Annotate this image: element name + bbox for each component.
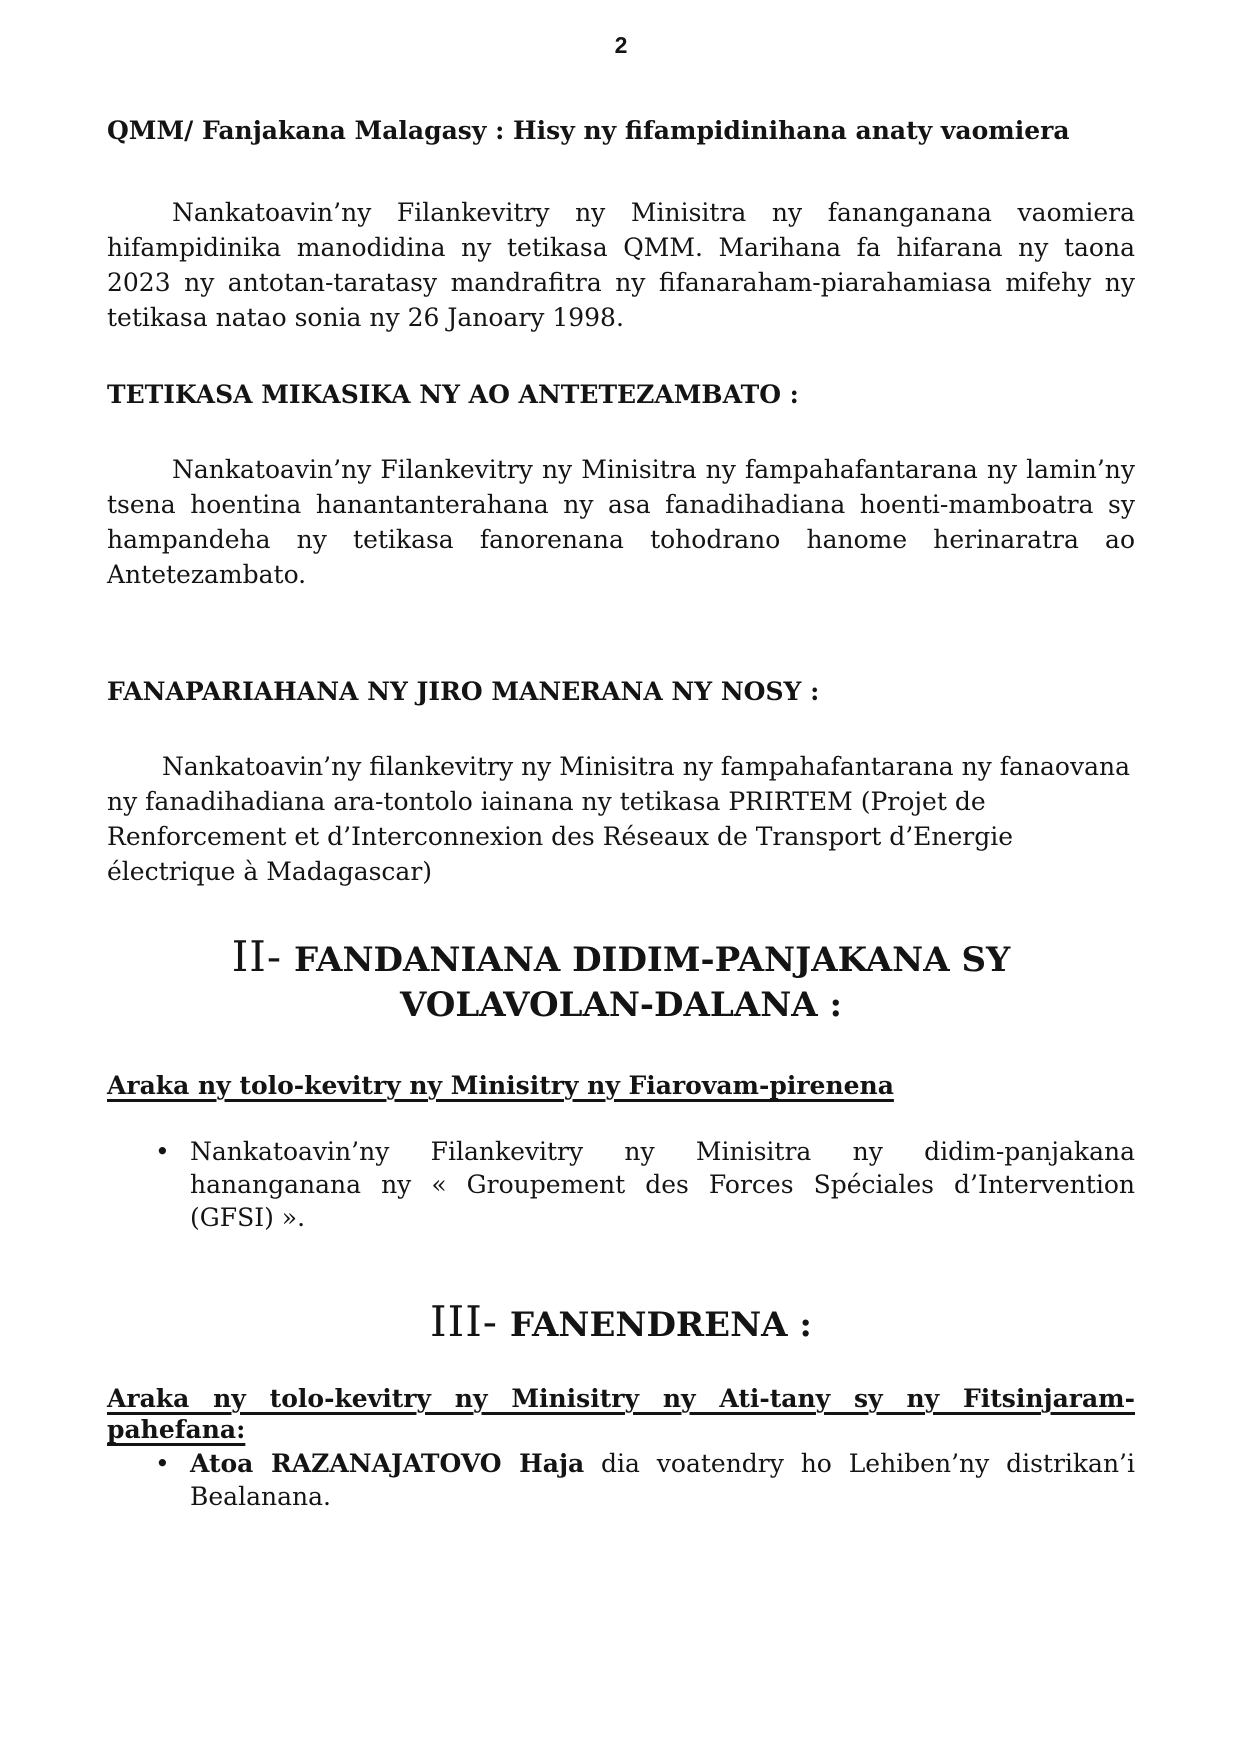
- bullet-gfsi: • Nankatoavin’ny Filankevitry ny Minisitra ny didim-panjakana hananganana ny « Groupement des Forces Spéciales d’Intervention (GFSI) ».: [107, 1135, 1135, 1234]
- subheading-fiarovam-pirenena: Araka ny tolo-kevitry ny Minisitry ny Fiarovam-pirenena: [107, 1071, 894, 1100]
- section-ii-title-line2: VOLAVOLAN-DALANA :: [399, 985, 843, 1025]
- paragraph-jiro: Nankatoavin’ny filankevitry ny Minisitra ny fampahafantarana ny fanaovana ny fanadihadiana ara-tontolo iainana ny tetikasa PRIRTEM (Projet de Renforcement et d’Interconnexion des Réseaux de Transport d’Energie électrique à Madagascar): [107, 752, 1131, 886]
- subheading-fitsinjaram-pahefana: Araka ny tolo-kevitry ny Minisitry ny Ati-tany sy ny Fitsinjaram-pahefana:: [107, 1384, 1135, 1444]
- page-number: 2: [614, 32, 628, 58]
- heading-fanapariahana-jiro: FANAPARIAHANA NY JIRO MANERANA NY NOSY :: [107, 677, 820, 706]
- bullet-razanajatovo: [107, 1447, 1135, 1513]
- section-ii-heading: [107, 934, 1135, 1028]
- paragraph-antetezambato: Nankatoavin’ny Filankevitry ny Minisitra ny fampahafantarana ny lamin’ny tsena hoentina hanantanterahana ny asa fanadihadiana hoenti-mamboatra sy hampandeha ny tetikasa fanorenana tohodrano hanome herinaratra ao Antetezambato.: [107, 455, 1135, 589]
- section-iii-title: FANENDRENA :: [509, 1305, 812, 1345]
- section-iii-numeral: III-: [430, 1297, 498, 1346]
- section-iii-heading: [107, 1299, 1135, 1348]
- section-ii-numeral: II-: [231, 932, 283, 981]
- heading-tetikasa-antetezambato: TETIKASA MIKASIKA NY AO ANTETEZAMBATO :: [107, 380, 799, 409]
- bullet-razanajatovo-text: dia voatendry ho Lehiben’ny distrikan’i Bealanana.: [190, 1449, 1135, 1511]
- section-ii-title-line1: FANDANIANA DIDIM-PANJAKANA SY: [293, 940, 1011, 980]
- paragraph-qmm: Nankatoavin’ny Filankevitry ny Minisitra ny fananganana vaomiera hifampidinika manodidina ny tetikasa QMM. Marihana fa hifarana ny taona 2023 ny antotan-taratasy mandrafitra ny fifanaraham-piarahamiasa mifehy ny tetikasa natao sonia ny 26 Janoary 1998.: [107, 198, 1135, 332]
- heading-qmm-fanjakana: QMM/ Fanjakana Malagasy : Hisy ny fifampidinihana anaty vaomiera: [107, 116, 1070, 145]
- bullet-razanajatovo-name: Atoa RAZANAJATOVO Haja: [190, 1449, 585, 1478]
